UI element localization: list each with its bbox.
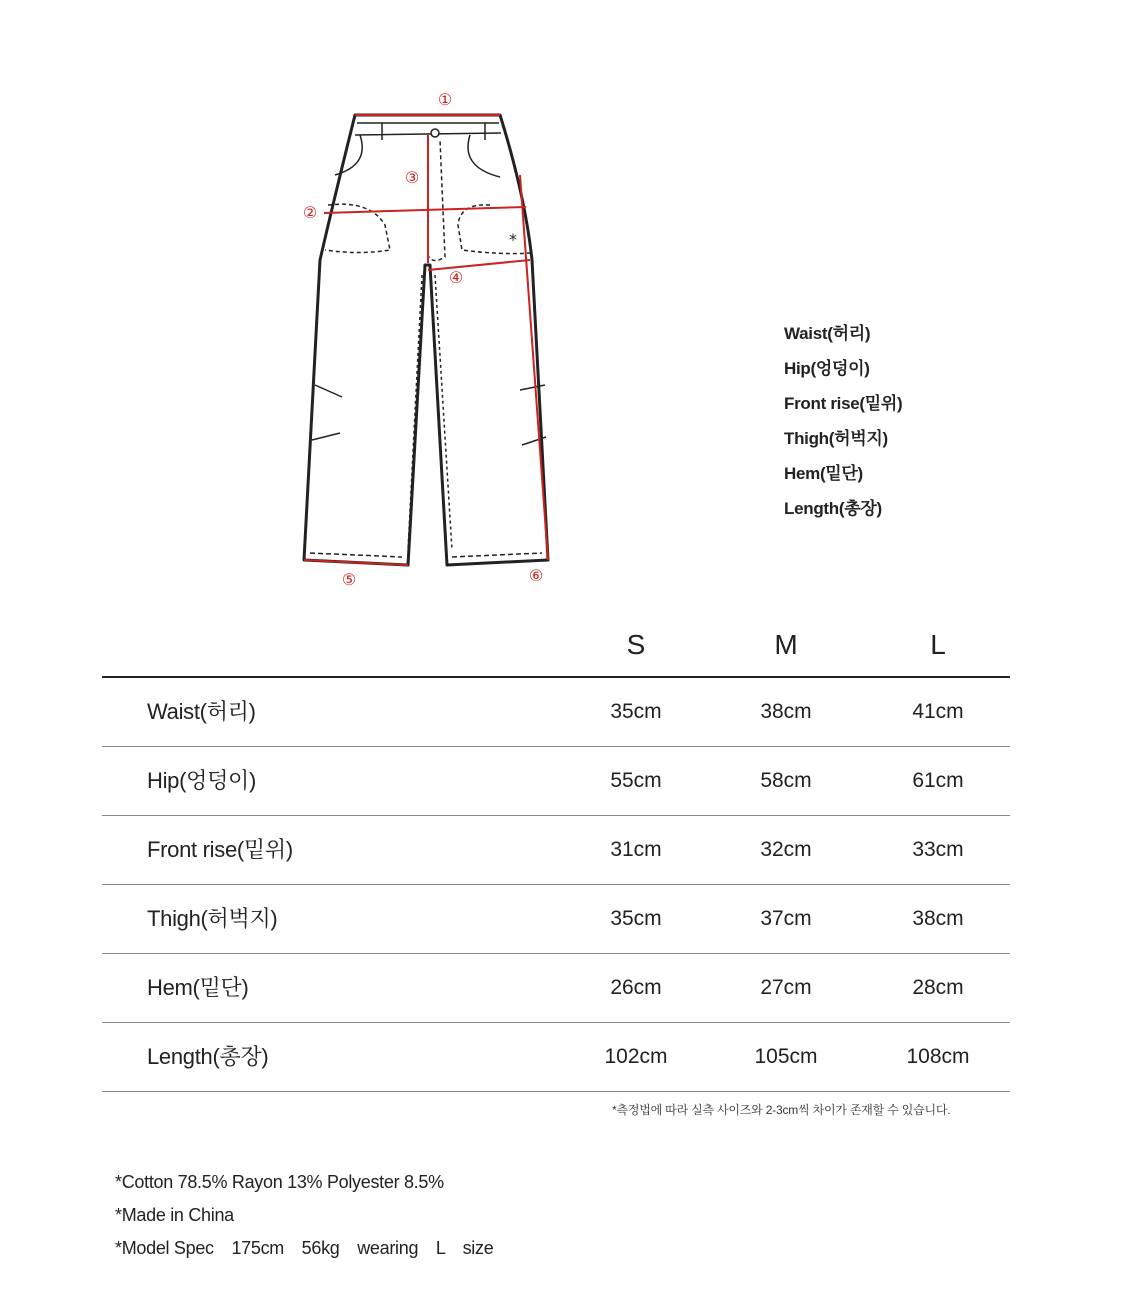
hip-line — [324, 207, 526, 213]
legend-length: Length(총장) — [784, 499, 882, 518]
row-label: Thigh(허벅지) — [147, 906, 278, 931]
row-label: Hem(밑단) — [147, 975, 249, 1000]
table-row-thigh — [102, 885, 1010, 954]
cell-l: 38cm — [912, 907, 964, 930]
cell-s: 31cm — [610, 838, 662, 861]
cell-l: 41cm — [912, 700, 964, 723]
size-header-row — [102, 627, 1010, 678]
cell-m: 37cm — [760, 907, 812, 930]
row-label: Length(총장) — [147, 1044, 269, 1069]
size-table — [102, 627, 1010, 1092]
legend-waist: Waist(허리) — [784, 324, 871, 343]
size-header-m: M — [774, 629, 798, 660]
fabric-composition: *Cotton 78.5% Rayon 13% Polyester 8.5% — [115, 1172, 444, 1192]
hem-line — [304, 560, 408, 565]
cell-l: 28cm — [912, 976, 964, 999]
asterisk-mark: * — [509, 230, 517, 249]
table-row-hem — [102, 954, 1010, 1023]
cell-s: 35cm — [610, 907, 662, 930]
cell-l: 108cm — [906, 1045, 970, 1068]
cell-s: 35cm — [610, 700, 662, 723]
size-header-s: S — [626, 629, 646, 660]
marker-3: ③ — [404, 168, 420, 187]
cell-m: 105cm — [754, 1045, 818, 1068]
cell-m: 58cm — [760, 769, 812, 792]
legend-thigh: Thigh(허벅지) — [784, 429, 888, 448]
table-row-length — [102, 1023, 1010, 1092]
thigh-line — [428, 260, 530, 270]
measurement-legend — [784, 322, 902, 532]
size-header-l: L — [930, 629, 946, 660]
table-row-hip — [102, 747, 1010, 816]
fly — [428, 135, 445, 261]
marker-6: ⑥ — [528, 566, 544, 585]
marker-4: ④ — [448, 268, 464, 287]
cell-l: 61cm — [912, 769, 964, 792]
legend-hem: Hem(밑단) — [784, 464, 863, 483]
row-label: Hip(엉덩이) — [147, 768, 257, 793]
product-info — [115, 1170, 493, 1269]
cell-s: 26cm — [610, 976, 662, 999]
model-spec: *Model Spec 175cm 56kg wearing L size — [115, 1238, 494, 1258]
cell-m: 27cm — [760, 976, 812, 999]
cell-s: 55cm — [610, 769, 662, 792]
pants-diagram — [290, 85, 570, 595]
row-label: Front rise(밑위) — [147, 837, 293, 862]
table-row-front-rise — [102, 816, 1010, 885]
legend-hip: Hip(엉덩이) — [784, 359, 870, 378]
measurement-note: *측정법에 따라 실측 사이즈와 2-3cm씩 차이가 존재할 수 있습니다. — [612, 1103, 951, 1117]
cell-s: 102cm — [604, 1045, 668, 1068]
length-line — [520, 175, 548, 560]
marker-5: ⑤ — [341, 570, 357, 589]
cell-m: 38cm — [760, 700, 812, 723]
waistband — [355, 123, 501, 135]
table-row-waist — [102, 678, 1010, 747]
legend-front-rise: Front rise(밑위) — [784, 394, 903, 413]
pocket-right — [468, 135, 500, 177]
row-label: Waist(허리) — [147, 699, 256, 724]
marker-1: ① — [437, 90, 453, 109]
marker-2: ② — [302, 203, 318, 222]
cell-m: 32cm — [760, 838, 812, 861]
cell-l: 33cm — [912, 838, 964, 861]
country-of-origin: *Made in China — [115, 1205, 234, 1225]
pants-outline — [304, 115, 548, 565]
